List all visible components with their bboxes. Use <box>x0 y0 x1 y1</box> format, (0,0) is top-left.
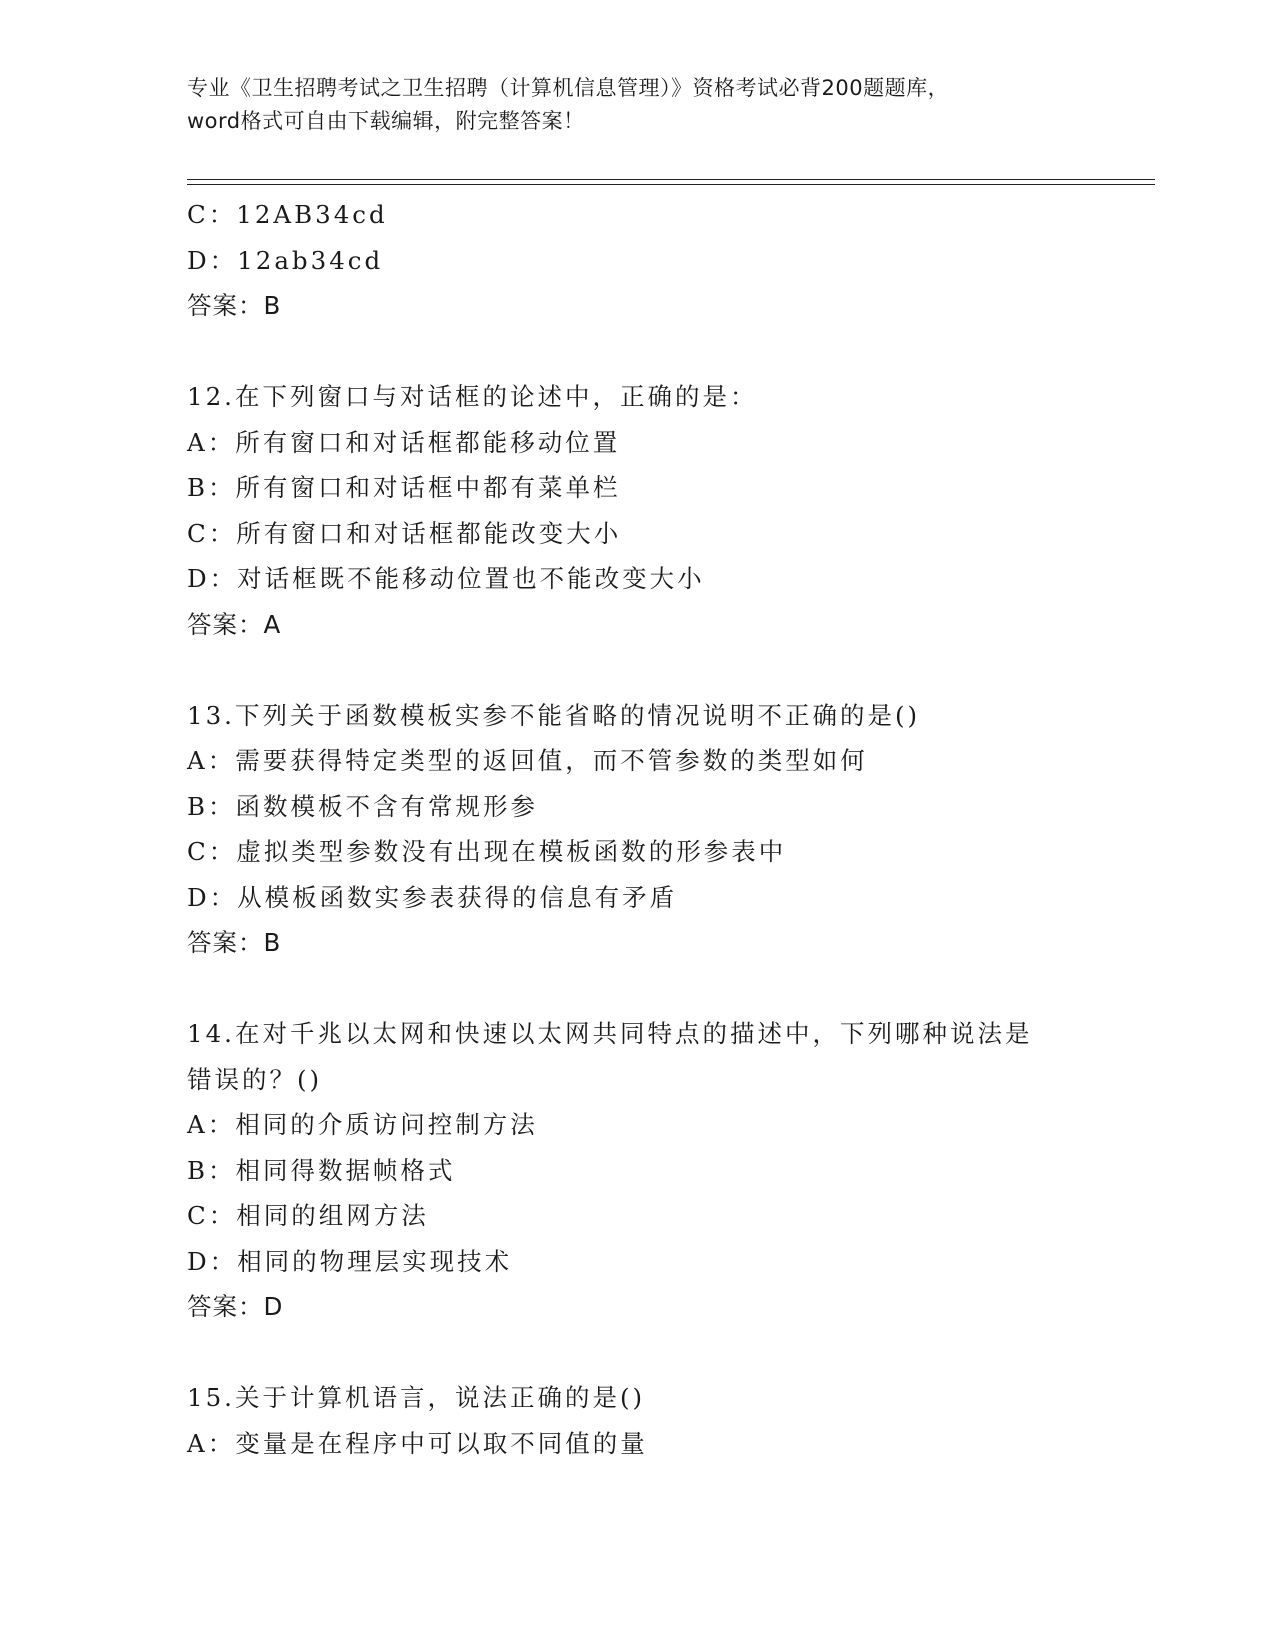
option-d: D：从模板函数实参表获得的信息有矛盾 <box>187 882 678 912</box>
question-14 <box>187 1011 1147 1330</box>
answer-line: 答案：B <box>187 291 282 320</box>
header-line-1: 专业《卫生招聘考试之卫生招聘（计算机信息管理）》资格考试必背200题题库， <box>187 76 950 100</box>
question-stem: 13.下列关于函数模板实参不能省略的情况说明不正确的是() <box>187 700 921 730</box>
option-d: D：12ab34cd <box>187 245 384 275</box>
option-c: C：相同的组网方法 <box>187 1201 429 1230</box>
question-13 <box>187 693 1147 966</box>
header-divider-bottom <box>187 184 1155 185</box>
spacer <box>187 1330 1147 1376</box>
option-c: C：虚拟类型参数没有出现在模板函数的形参表中 <box>187 837 787 866</box>
spacer <box>187 647 1147 693</box>
option-d: D：对话框既不能移动位置也不能改变大小 <box>187 564 705 593</box>
option-d: D：相同的物理层实现技术 <box>187 1246 513 1276</box>
header-divider-top <box>187 179 1155 180</box>
option-b: B：所有窗口和对话框中都有菜单栏 <box>187 473 621 502</box>
question-stem-line-2: 错误的？() <box>187 1064 323 1094</box>
option-a: A：所有窗口和对话框都能移动位置 <box>187 427 621 457</box>
header-line-2: word格式可自由下载编辑，附完整答案！ <box>187 109 585 133</box>
answer-line: 答案：D <box>187 1292 284 1321</box>
option-b: B：函数模板不含有常规形参 <box>187 791 539 821</box>
option-a: A：需要获得特定类型的返回值，而不管参数的类型如何 <box>187 746 868 775</box>
option-a: A：变量是在程序中可以取不同值的量 <box>187 1428 648 1458</box>
question-stem-line-1: 14.在对千兆以太网和快速以太网共同特点的描述中，下列哪种说法是 <box>187 1019 1033 1048</box>
option-c: C：所有窗口和对话框都能改变大小 <box>187 518 622 548</box>
question-list <box>187 192 1147 1466</box>
option-b: B：相同得数据帧格式 <box>187 1155 456 1185</box>
spacer <box>187 966 1147 1012</box>
question-12 <box>187 374 1147 647</box>
answer-line: 答案：A <box>187 609 282 639</box>
question-11-tail <box>187 192 1147 329</box>
option-c: C：12AB34cd <box>187 200 388 229</box>
spacer <box>187 329 1147 375</box>
document-header <box>187 72 1087 138</box>
question-stem: 15.关于计算机语言，说法正确的是() <box>187 1383 646 1412</box>
question-15 <box>187 1375 1147 1466</box>
option-a: A：相同的介质访问控制方法 <box>187 1110 538 1139</box>
question-stem: 12.在下列窗口与对话框的论述中，正确的是： <box>187 382 758 411</box>
answer-line: 答案：B <box>187 928 282 957</box>
